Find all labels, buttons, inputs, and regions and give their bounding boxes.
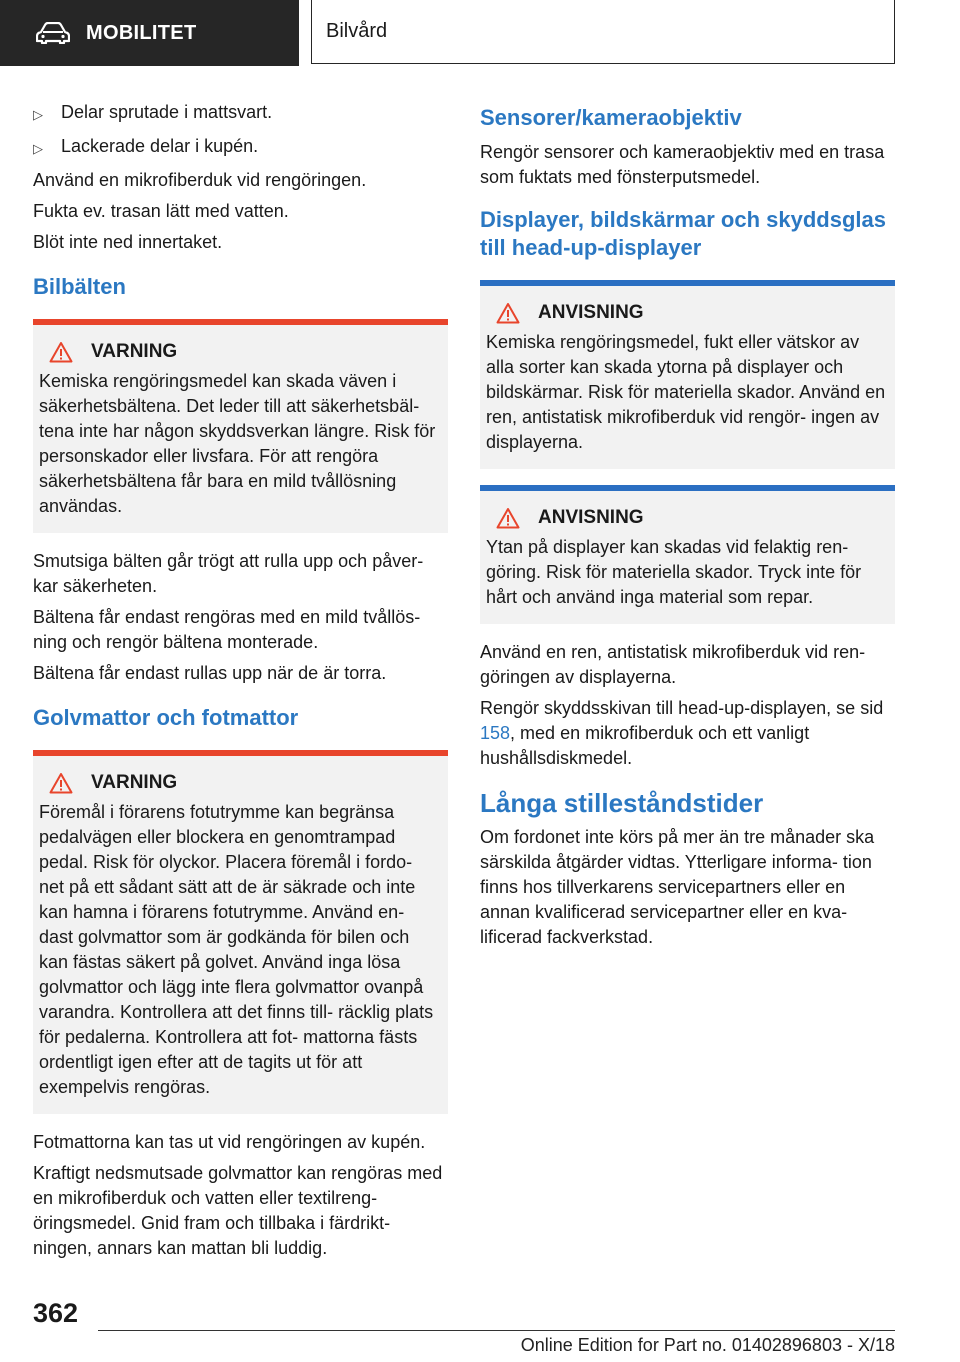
paragraph: Om fordonet inte körs på mer än tre månader ska särskilda åtgärder vidtas. Ytterligare informa‐ tion finns hos tillverkarens servicepartners eller en annan kvalificerad servicepartner eller en kva‐ lificerad fackverkstad. — [480, 827, 875, 947]
paragraph: Bältena får endast rengöras med en mild tvållös‐ ning och rengör bältena monterade. — [33, 607, 421, 652]
left-column — [33, 100, 448, 1267]
heading-belts: Bilbälten — [33, 274, 126, 299]
paragraph: Kraftigt nedsmutsade golvmattor kan rengöras med en mikrofiberduk och vatten eller textilreng‐ öringsmedel. Gnid fram och tillbaka i färdrikt‐ ningen, annars kan mattan bli luddig. — [33, 1163, 443, 1258]
paragraph: Fukta ev. trasan lätt med vatten. — [33, 201, 289, 221]
warning-title: VARNING — [91, 341, 178, 362]
warning-text: Kemiska rengöringsmedel kan skada väven i säkerhetsbältena. Det leder till att säkerhetsbäl‐ tena inte har någon skyddsverkan längre. Risk för personskador eller livsfara. För att rengöra säkerhetsbältena får bara en mild tvållösning användas. — [39, 371, 436, 516]
warning-triangle-icon — [496, 507, 520, 529]
right-column — [480, 100, 895, 956]
triangle-bullet-icon: ▷ — [33, 141, 43, 156]
paragraph: Bältena får endast rullas upp när de är torra. — [33, 663, 387, 683]
paragraph: Rengör sensorer och kameraobjektiv med en trasa som fuktats med fönsterputsmedel. — [480, 142, 885, 187]
paragraph: Fotmattorna kan tas ut vid rengöringen av kupén. — [33, 1132, 426, 1152]
notice-text: Kemiska rengöringsmedel, fukt eller vätskor av alla sorter kan skada ytorna på displayer och bildskärmar. Risk för materiella skador. Använd en ren, antistatisk mikrofiberduk vid rengör‐ ingen av displayerna. — [486, 332, 886, 452]
warning-title: VARNING — [91, 772, 178, 793]
warning-text: Föremål i förarens fotutrymme kan begränsa pedalvägen eller blockera en genomtrampad pedal. Risk för olyckor. Placera föremål i fordo‐ net på ett sådant sätt att de är säkrade och inte kan hamna i förarens fotutrymme. Använd en‐ dast golvmattor som är godkända för bilen och kan fästas säkert på golvet. Använd inga lösa golvmattor och lägg inte flera golvmattor ovanpå varandra. Kontrollera att det finns till‐ räcklig plats för pedalerna. Kontrollera att fot‐ mattorna fästs ordentligt igen efter att de tagits ut för att exempelvis rengöras. — [39, 802, 434, 1097]
list-item: ▷ Lackerade delar i kupén. — [33, 134, 448, 161]
section-tab[interactable] — [0, 0, 299, 66]
notice-box — [480, 485, 895, 624]
notice-title: ANVISNING — [538, 302, 644, 323]
page-header — [0, 0, 960, 66]
heading-mats: Golvmattor och fotmattor — [33, 705, 299, 730]
section-label: MOBILITET — [86, 21, 197, 44]
heading-displays: Displayer, bildskärmar och skyddsglas till head-up-displayer — [480, 207, 886, 260]
paragraph: Blöt inte ned innertaket. — [33, 232, 223, 252]
notice-box — [480, 280, 895, 469]
heading-storage: Långa stilleståndstider — [480, 788, 764, 818]
list-item: ▷ Delar sprutade i mattsvart. — [33, 100, 448, 127]
chapter-label: Bilvård — [326, 20, 388, 42]
page-number: 362 — [33, 1298, 79, 1328]
paragraph: Använd en ren, antistatisk mikrofiberduk vid ren‐ göringen av displayerna. — [480, 642, 866, 687]
heading-sensors: Sensorer/kameraobjektiv — [480, 105, 742, 130]
chapter-tab[interactable] — [311, 0, 895, 64]
paragraph: Smutsiga bälten går trögt att rulla upp och påver‐ kar säkerheten. — [33, 551, 424, 596]
page-reference-link[interactable]: 158 — [480, 723, 511, 743]
triangle-bullet-icon: ▷ — [33, 107, 43, 122]
warning-triangle-icon — [49, 772, 73, 794]
notice-title: ANVISNING — [538, 507, 644, 528]
notice-text: Ytan på displayer kan skadas vid felaktig ren‐ göring. Risk för materiella skador. Tryck inte för hårt och använd inga material som repar. — [486, 537, 862, 607]
warning-triangle-icon — [49, 341, 73, 363]
paragraph: Rengör skyddsskivan till head-up-displayen, se sid 158, med en mikrofiberduk och ett vanligt hushållsdiskmedel. — [480, 698, 884, 768]
paragraph: Använd en mikrofiberduk vid rengöringen. — [33, 170, 367, 190]
warning-triangle-icon — [496, 302, 520, 324]
warning-box — [33, 319, 448, 533]
edition-note: Online Edition for Part no. 01402896803 - X/18 — [520, 1335, 895, 1355]
footer-divider — [98, 1330, 895, 1331]
car-icon — [36, 22, 70, 44]
warning-box — [33, 750, 448, 1114]
